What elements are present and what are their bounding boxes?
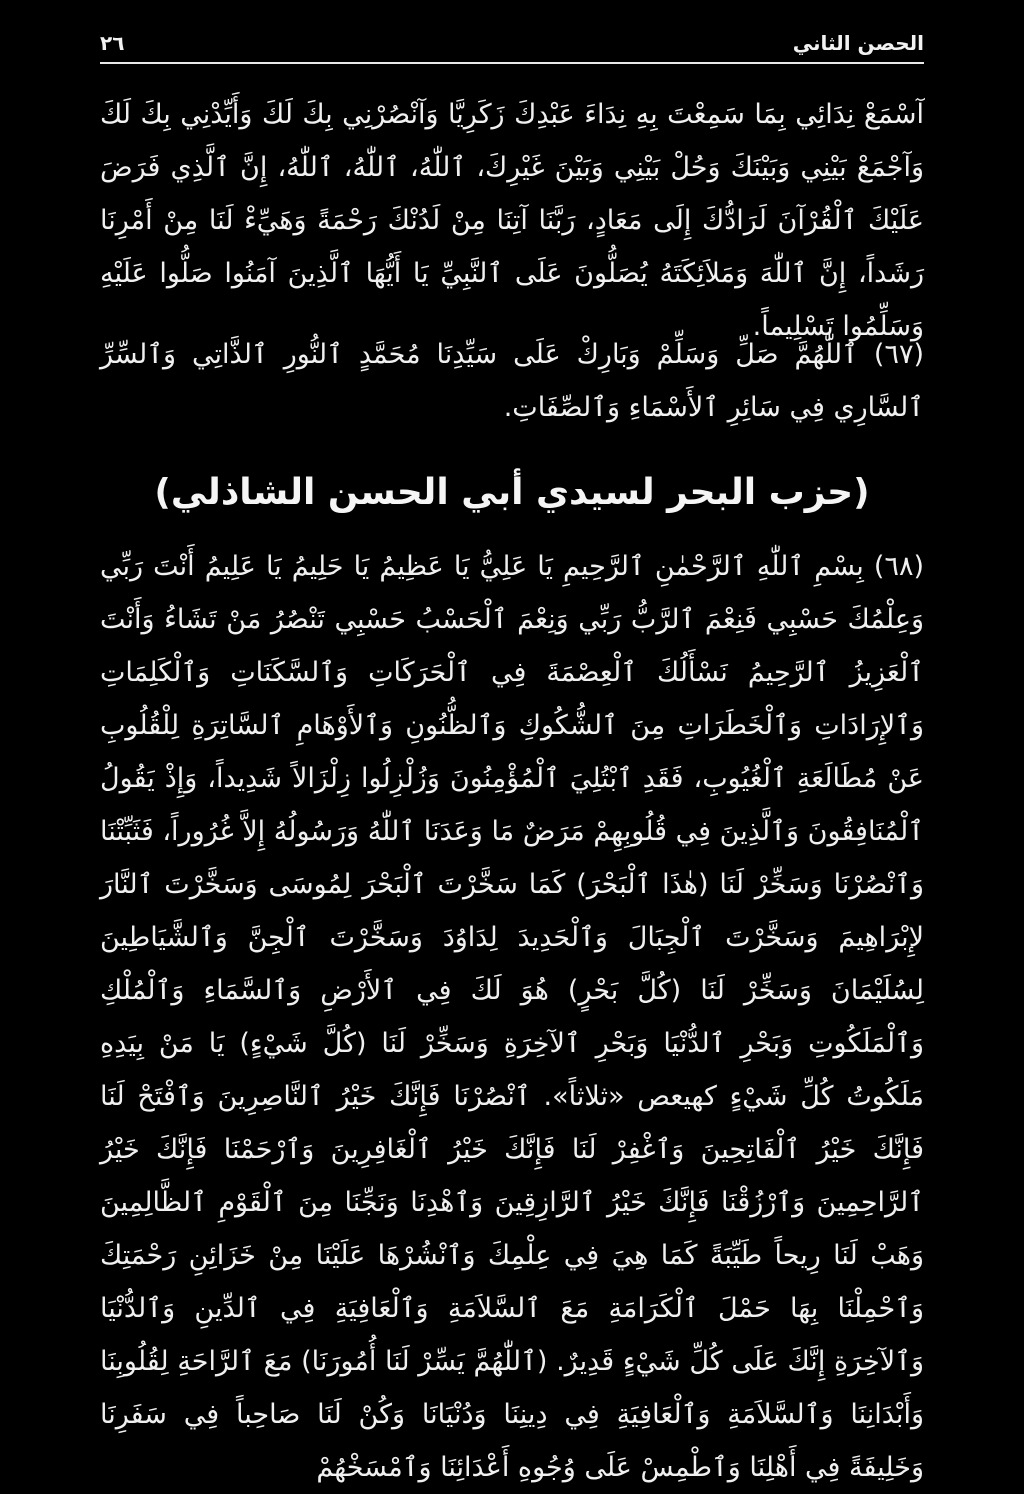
paragraph-prayer-end: آسْمَعْ نِدَائِي بِمَا سَمِعْتَ بِهِ نِدَاءَ عَبْدِكَ زَكَرِيَّا وَآنْصُرْنِي بِكَ لَكَ وَأَيِّدْنِي بِكَ لَكَ وَآجْمَعْ بَيْنِي وَبَيْنَكَ وَحُلْ بَيْنِي وَبَيْنَ غَيْرِكَ، ٱللّٰهُ، ٱللّٰهُ، ٱللّٰهُ، إِنَّ ٱلَّذِي فَرَضَ عَلَيْكَ ٱلْقُرْآنَ لَرَادُّكَ إِلَى مَعَادٍ، رَبَّنَا آتِنَا مِنْ لَدُنْكَ رَحْمَةً وَهَيِّءْ لَنَا مِنْ أَمْرِنَا رَشَداً، إِنَّ ٱللّٰهَ وَمَلاَئِكَتَهُ يُصَلُّونَ عَلَى ٱلنَّبِيِّ يَا أَيُّهَا ٱلَّذِينَ آمَنُوا صَلُّوا عَلَيْهِ وَسَلِّمُوا تَسْلِيماً.	[100, 99, 924, 342]
paragraph-68-hizb-al-bahr: (٦٨) بِسْمِ ٱللّٰهِ ٱلرَّحْمٰنِ ٱلرَّحِيمِ يَا عَلِيُّ يَا عَظِيمُ يَا حَلِيمُ يَا عَلِيمُ أَنْتَ رَبِّي وَعِلْمُكَ حَسْبِي فَنِعْمَ ٱلرَّبُّ رَبِّي وَنِعْمَ ٱلْحَسْبُ حَسْبِي تَنْصُرُ مَنْ تَشَاءُ وَأَنْتَ ٱلْعَزِيزُ ٱلرَّحِيمُ نَسْأَلُكَ ٱلْعِصْمَةَ فِي ٱلْحَرَكَاتِ وَٱلسَّكَنَاتِ وَٱلْكَلِمَاتِ وَٱلإِرَادَاتِ وَٱلْخَطَرَاتِ مِنَ ٱلشُّكُوكِ وَٱلظُّنُونِ وَٱلأَوْهَامِ ٱلسَّاتِرَةِ لِلْقُلُوبِ عَنْ مُطَالَعَةِ ٱلْغُيُوبِ، فَقَدِ ٱبْتُلِيَ ٱلْمُؤْمِنُونَ وَزُلْزِلُوا زِلْزَالاً شَدِيداً، وَإِذْ يَقُولُ ٱلْمُنَافِقُونَ وَٱلَّذِينَ فِي قُلُوبِهِمْ مَرَضٌ مَا وَعَدَنَا ٱللّٰهُ وَرَسُولُهُ إِلاَّ غُرُوراً، فَثَبِّتْنَا وَٱنْصُرْنَا وَسَخِّرْ لَنَا (هٰذَا ٱلْبَحْرَ) كَمَا سَخَّرْتَ ٱلْبَحْرَ لِمُوسَى وَسَخَّرْتَ ٱلنَّارَ لإِبْرَاهِيمَ وَسَخَّرْتَ ٱلْجِبَالَ وَٱلْحَدِيدَ لِدَاوُدَ وَسَخَّرْتَ ٱلْجِنَّ وَٱلشَّيَاطِينَ لِسُلَيْمَانَ وَسَخِّرْ لَنَا (كُلَّ بَحْرٍ) هُوَ لَكَ فِي ٱلأَرْضِ وَٱلسَّمَاءِ وَٱلْمُلْكِ وَٱلْمَلَكُوتِ وَبَحْرِ ٱلدُّنْيَا وَبَحْرِ ٱلآخِرَةِ وَسَخِّرْ لَنَا (كُلَّ شَيْءٍ) يَا مَنْ بِيَدِهِ مَلَكُوتُ كُلِّ شَيْءٍ كهيعص «ثلاثاً». ٱنْصُرْنَا فَإِنَّكَ خَيْرُ ٱلنَّاصِرِينَ وَٱفْتَحْ لَنَا فَإِنَّكَ خَيْرُ ٱلْفَاتِحِينَ وَٱغْفِرْ لَنَا فَإِنَّكَ خَيْرُ ٱلْغَافِرِينَ وَٱرْحَمْنَا فَإِنَّكَ خَيْرُ ٱلرَّاحِمِينَ وَٱرْزُقْنَا فَإِنَّكَ خَيْرُ ٱلرَّازِقِينَ وَٱهْدِنَا وَنَجِّنَا مِنَ ٱلْقَوْمِ ٱلظَّالِمِينَ وَهَبْ لَنَا رِيحاً طَيِّبَةً كَمَا هِيَ فِي عِلْمِكَ وَٱنْشُرْهَا عَلَيْنَا مِنْ خَزَائِنِ رَحْمَتِكَ وَٱحْمِلْنَا بِهَا حَمْلَ ٱلْكَرَامَةِ مَعَ ٱلسَّلاَمَةِ وَٱلْعَافِيَةِ فِي ٱلدِّينِ وَٱلدُّنْيَا وَٱلآخِرَةِ إِنَّكَ عَلَى كُلِّ شَيْءٍ قَدِيرٌ. (ٱللّٰهُمَّ يَسِّرْ لَنَا أُمُورَنَا) مَعَ ٱلرَّاحَةِ لِقُلُوبِنَا وَأَبْدَانِنَا وَٱلسَّلاَمَةِ وَٱلْعَافِيَةِ فِي دِينِنَا وَدُنْيَانَا وَكُنْ لَنَا صَاحِباً فِي سَفَرِنَا وَخَلِيفَةً فِي أَهْلِنَا وَٱطْمِسْ عَلَى وُجُوهِ أَعْدَائِنَا وَٱمْسَخْهُمْ	[100, 551, 924, 1483]
page-header	[100, 28, 924, 58]
paragraph-67: (٦٧) ٱللّٰهُمَّ صَلِّ وَسَلِّمْ وَبَارِكْ عَلَى سَيِّدِنَا مُحَمَّدٍ ٱلنُّورِ ٱلذَّاتِي وَٱلسِّرِّ ٱلسَّارِي فِي سَائِرِ ٱلأَسْمَاءِ وَٱلصِّفَاتِ.	[100, 339, 924, 423]
page-number: ٢٦	[100, 31, 125, 55]
header-divider	[100, 62, 924, 64]
running-title: الحصن الثاني	[792, 31, 924, 55]
section-heading: (حزب البحر لسيدي أبي الحسن الشاذلي)	[154, 472, 870, 513]
